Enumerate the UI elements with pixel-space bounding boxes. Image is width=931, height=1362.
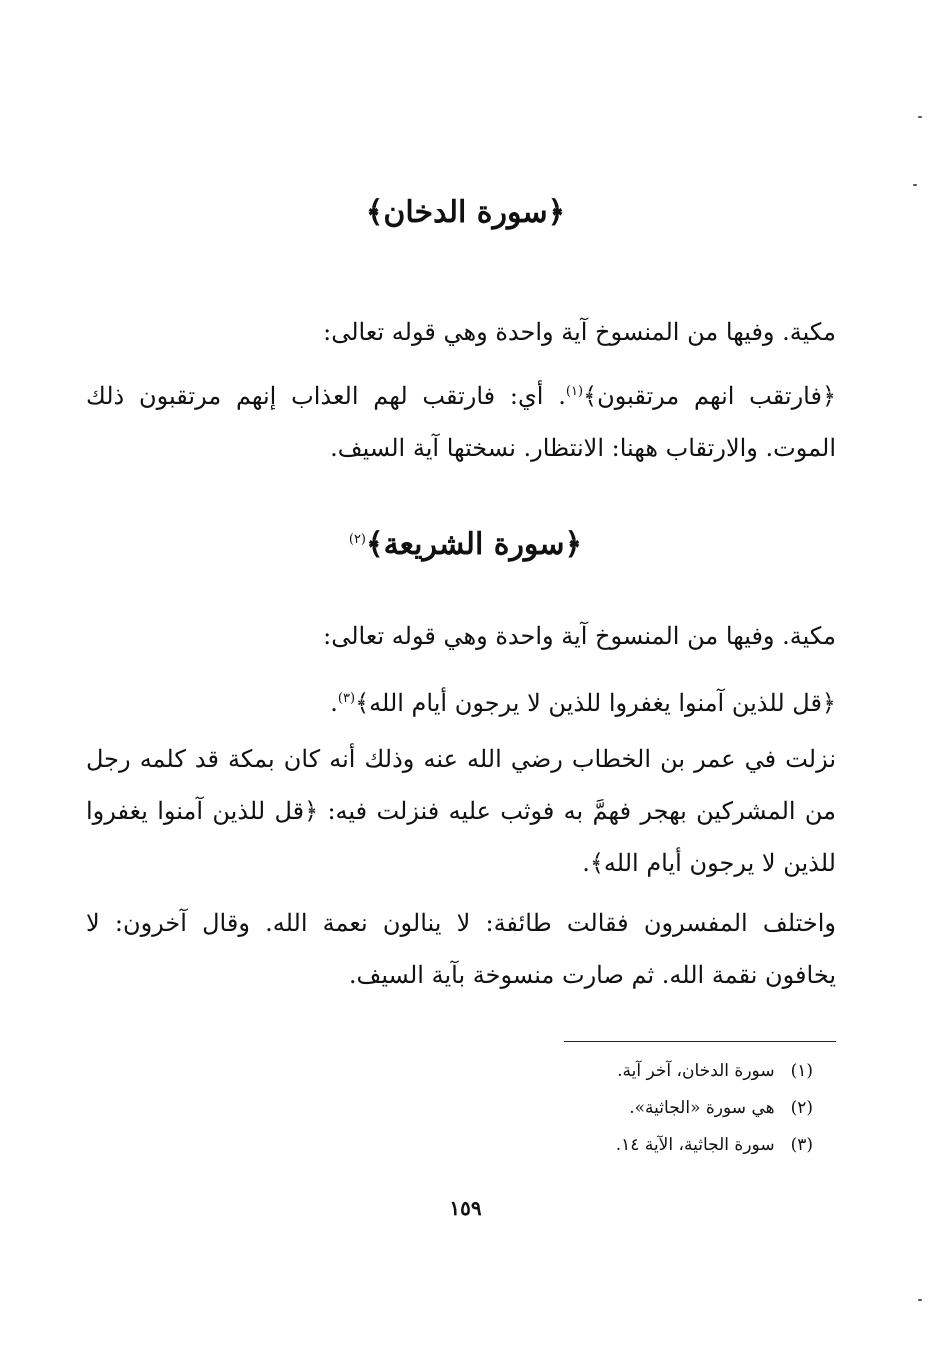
footnote-2 bbox=[629, 1091, 813, 1125]
footnote-ref-1: (١) bbox=[565, 384, 584, 399]
section1-body-rest: . أي: فارتقب لهم العذاب إنهم مرتقبون ذلك الموت. والارتقاب ههنا: الانتظار. نسختها آية السيف. bbox=[86, 382, 836, 462]
section2-paragraph-2: واختلف المفسرون فقالت طائفة: لا ينالون نعمة الله. وقال آخرون: لا يخافون نقمة الله. ثم صارت منسوخة بآية السيف. bbox=[86, 909, 836, 989]
footnote-ref-2: (٢) bbox=[348, 532, 366, 547]
section2-intro: مكية. وفيها من المنسوخ آية واحدة وهي قوله تعالى: bbox=[323, 622, 836, 650]
footnote-text: سورة الدخان، آخر آية. bbox=[617, 1061, 775, 1081]
footnote-number: (٣) bbox=[790, 1135, 813, 1155]
section-heading-shariah bbox=[0, 520, 931, 565]
quran-verse: ﴿قل للذين آمنوا يغفروا للذين لا يرجون أيام الله﴾ bbox=[355, 689, 836, 717]
section2-paragraph-1: نزلت في عمر بن الخطاب رضي الله عنه وذلك أنه كان بمكة قد كلمه رجل من المشركين بهجر فهمَّ به فوثب عليه فنزلت فيه: ﴿قل للذين آمنوا يغفروا للذين لا يرجون أيام الله﴾. bbox=[86, 745, 836, 877]
footnote-ref-3: (٣) bbox=[337, 691, 356, 706]
footnote-number: (٢) bbox=[790, 1098, 813, 1118]
page-number: ١٥٩ bbox=[449, 1196, 482, 1220]
heading-text: ﴿سورة الدخان﴾ bbox=[365, 195, 566, 230]
section1-body bbox=[86, 366, 836, 474]
footnote-divider bbox=[564, 1041, 836, 1042]
section2-verse bbox=[330, 673, 836, 729]
quran-verse: ﴿فارتقب انهم مرتقبون﴾ bbox=[583, 382, 837, 410]
section-heading-dukhan bbox=[0, 193, 931, 233]
verse-end: . bbox=[330, 689, 338, 717]
footnote-text: سورة الجاثية، الآية ١٤. bbox=[615, 1135, 775, 1155]
footnote-1 bbox=[617, 1054, 813, 1088]
scan-speck bbox=[918, 116, 922, 118]
footnote-number: (١) bbox=[790, 1061, 813, 1081]
scan-speck bbox=[913, 184, 917, 186]
scan-speck bbox=[918, 1299, 922, 1301]
section1-intro: مكية. وفيها من المنسوخ آية واحدة وهي قوله تعالى: bbox=[323, 318, 836, 346]
footnote-3 bbox=[616, 1128, 813, 1162]
footnote-text: هي سورة «الجاثية». bbox=[629, 1098, 775, 1118]
heading-text: ﴿سورة الشريعة﴾ bbox=[366, 527, 583, 562]
